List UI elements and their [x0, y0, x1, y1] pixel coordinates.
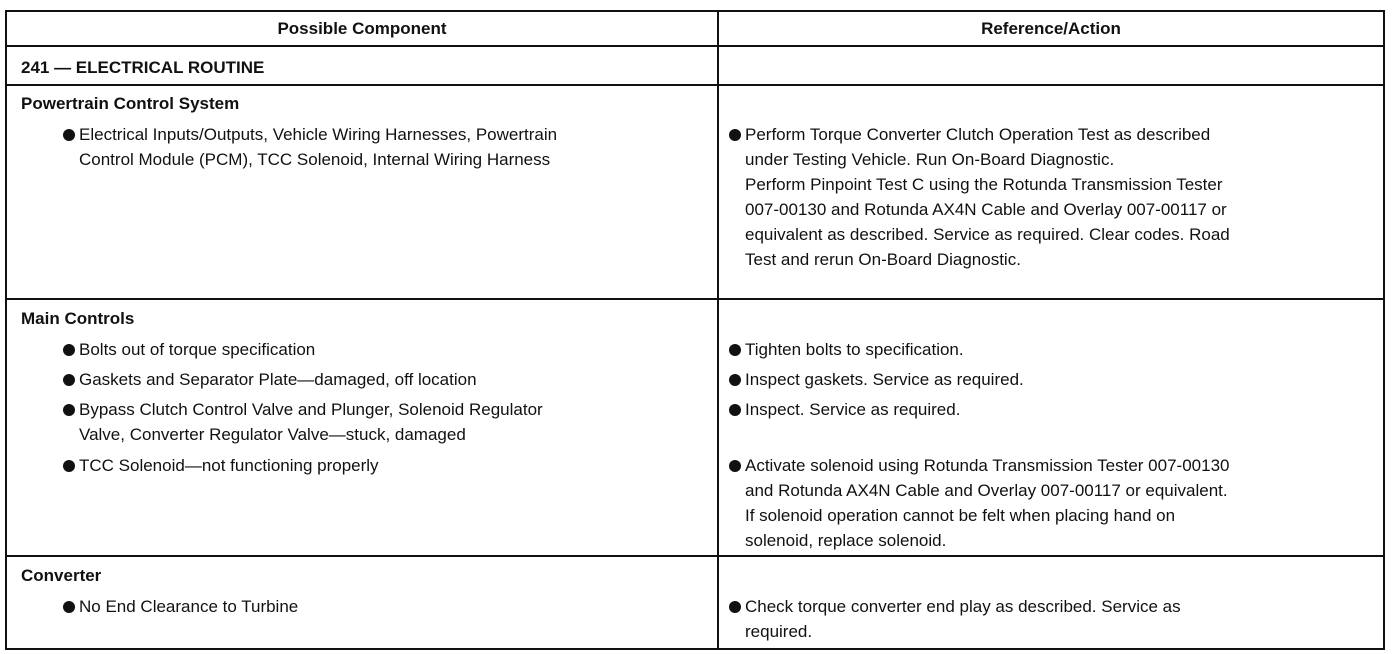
action-tcc-solenoid: Activate solenoid using Rotunda Transmission Tester 007-00130 and Rotunda AX4N Cable and Overlay 007-00117 or equivalent. If solenoid operation cannot be felt when placing hand on solenoid, replace solenoid. [745, 453, 1229, 553]
action-powertrain: Perform Torque Converter Clutch Operation Test as described under Testing Vehicle. Run On-Board Diagnostic. Perform Pinpoint Test C using the Rotunda Transmission Tester 007-00130 and Rotunda AX4N Cable and Overlay 007-00117 or equivalent as described. Service as required. Clear codes. Road Test and rerun On-Board Diagnostic. [745, 122, 1230, 272]
column-divider [717, 12, 719, 648]
routine-title: 241 — ELECTRICAL ROUTINE [21, 58, 265, 77]
bullet-icon [729, 460, 741, 472]
action-bolts: Tighten bolts to specification. [745, 337, 964, 362]
action-converter: Check torque converter end play as described. Service as required. [745, 594, 1181, 644]
action-gaskets: Inspect gaskets. Service as required. [745, 367, 1024, 392]
component-tcc-solenoid: TCC Solenoid—not functioning properly [79, 453, 379, 478]
bullet-icon [729, 374, 741, 386]
header-action: Reference/Action [981, 19, 1121, 38]
header-component: Possible Component [277, 19, 447, 38]
action-bypass-clutch: Inspect. Service as required. [745, 397, 960, 422]
diagnostic-table [5, 10, 1385, 650]
bullet-icon [729, 344, 741, 356]
section-title-powertrain: Powertrain Control System [21, 94, 240, 113]
section-title-main-controls: Main Controls [21, 309, 135, 328]
bullet-icon [63, 374, 75, 386]
bullet-icon [729, 129, 741, 141]
row-divider [7, 555, 1383, 557]
component-electrical-inputs: Electrical Inputs/Outputs, Vehicle Wiring Harnesses, Powertrain Control Module (PCM), TCC Solenoid, Internal Wiring Harness [79, 122, 557, 172]
bullet-icon [63, 344, 75, 356]
bullet-icon [63, 460, 75, 472]
component-gaskets: Gaskets and Separator Plate—damaged, off location [79, 367, 477, 392]
component-bolts: Bolts out of torque specification [79, 337, 315, 362]
section-title-converter: Converter [21, 566, 102, 585]
bullet-icon [63, 129, 75, 141]
bullet-icon [63, 601, 75, 613]
bullet-icon [729, 601, 741, 613]
component-bypass-clutch: Bypass Clutch Control Valve and Plunger, Solenoid Regulator Valve, Converter Regulator Valve—stuck, damaged [79, 397, 543, 447]
bullet-icon [729, 404, 741, 416]
row-divider [7, 84, 1383, 86]
row-divider [7, 298, 1383, 300]
component-end-clearance: No End Clearance to Turbine [79, 594, 298, 619]
row-divider [7, 45, 1383, 47]
bullet-icon [63, 404, 75, 416]
